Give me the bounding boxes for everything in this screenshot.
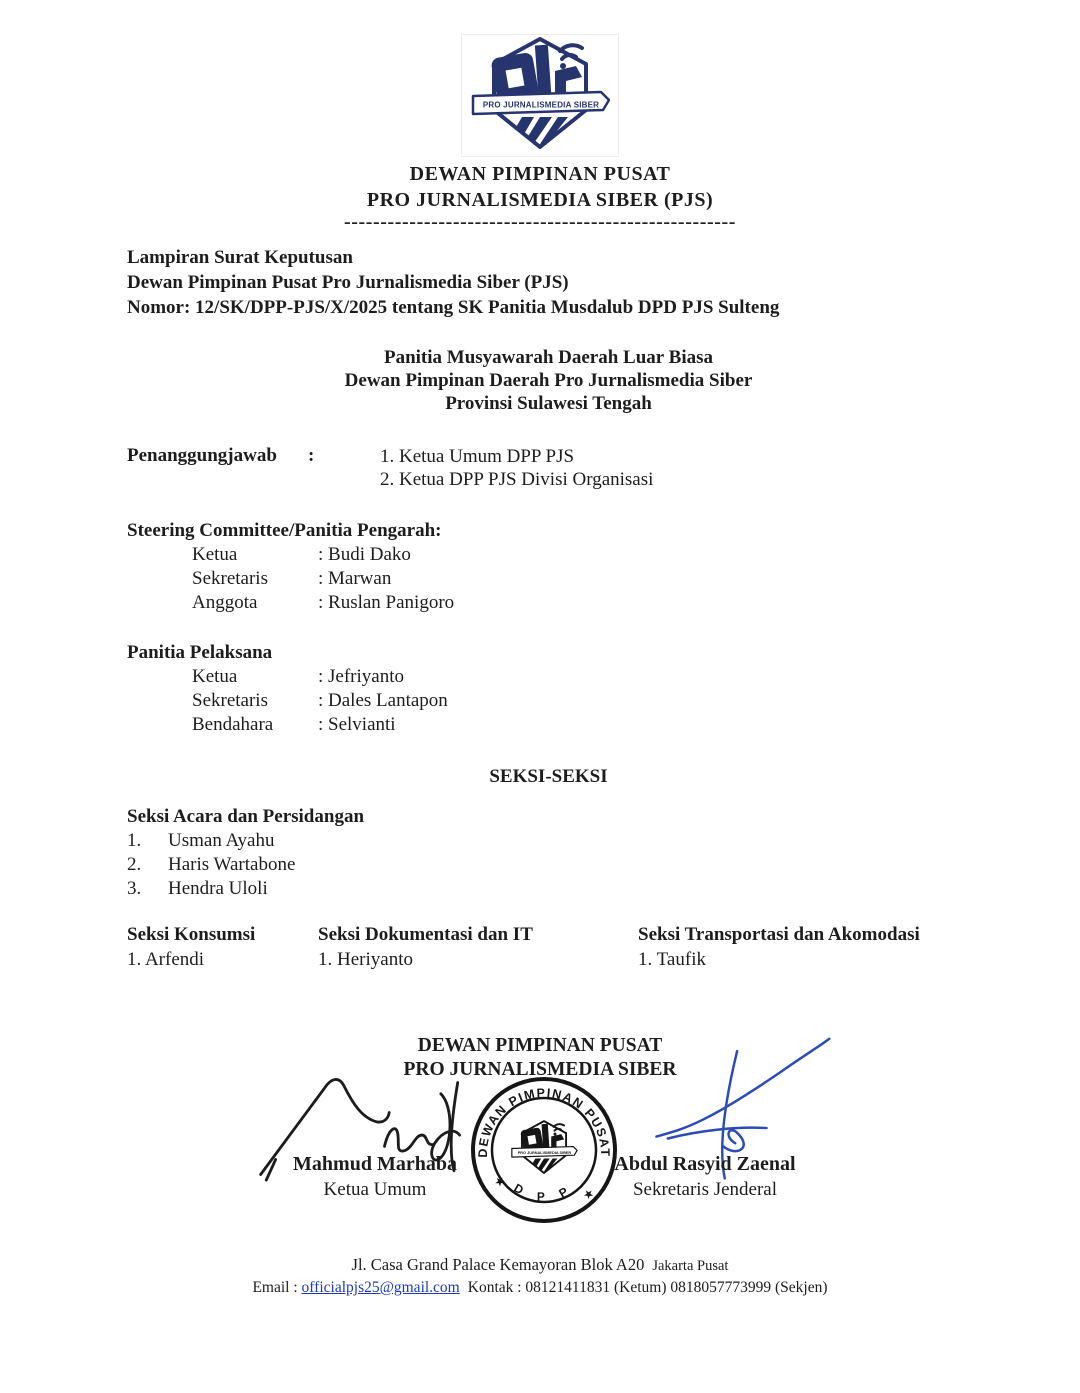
nomor-line: Nomor: 12/SK/DPP-PJS/X/2025 tentang SK Panitia Musdalub DPD PJS Sulteng xyxy=(127,297,780,318)
penanggungjawab-colon: : xyxy=(308,445,315,466)
signer-title: Ketua Umum xyxy=(323,1179,427,1200)
item-name: Usman Ayahu xyxy=(168,830,275,851)
list-item xyxy=(127,853,970,877)
steering-row-anggota xyxy=(127,591,970,615)
column-heading: Seksi Transportasi dan Akomodasi xyxy=(638,924,920,945)
panitia-pelaksana-section xyxy=(127,641,970,737)
svg-text:D P P xyxy=(512,1181,577,1204)
item-number: 1. xyxy=(127,830,142,851)
pelaksana-heading: Panitia Pelaksana xyxy=(127,642,273,663)
signer-name: Abdul Rasyid Zaenal xyxy=(614,1153,796,1175)
column-item: 1. Arfendi xyxy=(127,949,205,970)
steering-heading: Steering Committee/Panitia Pengarah: xyxy=(127,520,442,541)
item-number: 3. xyxy=(127,878,142,899)
role-value: : Selvianti xyxy=(318,714,396,735)
document-title xyxy=(127,346,970,415)
item-name: Haris Wartabone xyxy=(168,854,296,875)
item-name: Hendra Uloli xyxy=(168,878,268,899)
role-value: : Budi Dako xyxy=(318,544,411,565)
footer-email-label: Email : xyxy=(252,1279,298,1296)
footer-email-link[interactable]: officialpjs25@gmail.com xyxy=(301,1279,460,1296)
pelaksana-row-bendahara xyxy=(127,713,970,737)
steering-row-sekretaris xyxy=(127,567,970,591)
penanggungjawab-item-2: 2. Ketua DPP PJS Divisi Organisasi xyxy=(380,469,654,490)
penanggungjawab-item-1: 1. Ketua Umum DPP PJS xyxy=(380,446,575,467)
item-number: 2. xyxy=(127,854,142,875)
pelaksana-row-sekretaris xyxy=(127,689,970,713)
title-line1: Panitia Musyawarah Daerah Luar Biasa xyxy=(383,347,713,368)
column-item: 1. Heriyanto xyxy=(318,949,413,970)
footer-contact: Kontak : 08121411831 (Ketum) 0818057773999 (Sekjen) xyxy=(467,1279,828,1296)
list-item xyxy=(127,877,970,901)
dpp-stamp xyxy=(468,1074,620,1226)
title-line3: Provinsi Sulawesi Tengah xyxy=(445,393,652,414)
letter-footer xyxy=(0,1254,1080,1299)
seksi-seksi-heading: SEKSI-SEKSI xyxy=(489,766,608,787)
pjs-logo-icon xyxy=(470,37,610,149)
steering-committee-section xyxy=(127,519,970,615)
letter-body xyxy=(0,245,1080,972)
star-icon: ★ xyxy=(491,1172,509,1191)
signature-org-line2: PRO JURNALISMEDIA SIBER xyxy=(403,1059,677,1080)
logo-container xyxy=(461,34,619,157)
stamp-center-logo xyxy=(512,1121,577,1173)
footer-address-main: Jl. Casa Grand Palace Kemayoran Blok A20 xyxy=(351,1255,645,1274)
stamp-ring-text: DEWAN PIMPINAN PUSAT xyxy=(475,1085,613,1158)
column-heading: Seksi Dokumentasi dan IT xyxy=(318,924,533,945)
role-label: Sekretaris xyxy=(192,690,268,711)
seksi-dokumentasi-column xyxy=(318,923,638,972)
org-name-line2: PRO JURNALISMEDIA SIBER (PJS) xyxy=(366,189,714,211)
role-label: Bendahara xyxy=(192,714,274,735)
role-value: : Marwan xyxy=(318,568,392,589)
signer-right xyxy=(585,1152,825,1203)
signer-name: Mahmud Marhaba xyxy=(293,1153,457,1175)
role-value: : Jefriyanto xyxy=(318,666,405,687)
footer-contact-line xyxy=(0,1277,1080,1299)
lampiran-line: Lampiran Surat Keputusan xyxy=(127,247,353,268)
signer-title: Sekretaris Jenderal xyxy=(632,1179,778,1200)
logo-banner-text: PRO JURNALISMEDIA SIBER xyxy=(482,100,600,110)
role-value: : Ruslan Panigoro xyxy=(318,592,455,613)
letterhead xyxy=(0,0,1080,231)
org-name-line1: DEWAN PIMPINAN PUSAT xyxy=(409,163,671,185)
pelaksana-row-ketua xyxy=(127,665,970,689)
org-ref-line: Dewan Pimpinan Pusat Pro Jurnalismedia Siber (PJS) xyxy=(127,272,569,293)
penanggungjawab-label: Penanggungjawab xyxy=(127,445,277,466)
role-label: Anggota xyxy=(192,592,258,613)
signature-org-line1: DEWAN PIMPINAN PUSAT xyxy=(417,1035,663,1056)
seksi-transportasi-column xyxy=(638,923,970,972)
role-value: : Dales Lantapon xyxy=(318,690,448,711)
star-icon: ★ xyxy=(580,1185,598,1203)
stamp-logo-banner-text: PRO JURNALISMEDIA SIBER xyxy=(517,1151,572,1155)
list-item xyxy=(127,829,970,853)
signer-left xyxy=(255,1152,495,1203)
column-heading: Seksi Konsumsi xyxy=(127,924,256,945)
attachment-reference xyxy=(127,245,970,320)
stamp-bottom-text: D P P xyxy=(511,1180,577,1204)
header-separator: ------------------------------------------------------ xyxy=(343,211,737,233)
footer-address xyxy=(0,1254,1080,1277)
role-label: Ketua xyxy=(192,544,238,565)
steering-row-ketua xyxy=(127,543,970,567)
column-item: 1. Taufik xyxy=(638,949,706,970)
title-line2: Dewan Pimpinan Daerah Pro Jurnalismedia Siber xyxy=(344,370,753,391)
penanggungjawab-row xyxy=(127,445,970,491)
penanggungjawab-items xyxy=(380,445,653,491)
role-label: Ketua xyxy=(192,666,238,687)
seksi-acara-heading: Seksi Acara dan Persidangan xyxy=(127,806,365,827)
role-label: Sekretaris xyxy=(192,568,268,589)
footer-address-city: Jakarta Pusat xyxy=(652,1258,729,1274)
seksi-columns-row xyxy=(127,923,970,972)
seksi-acara-section xyxy=(127,805,970,901)
seksi-konsumsi-column xyxy=(127,923,318,972)
signature-block xyxy=(0,1034,1080,1234)
